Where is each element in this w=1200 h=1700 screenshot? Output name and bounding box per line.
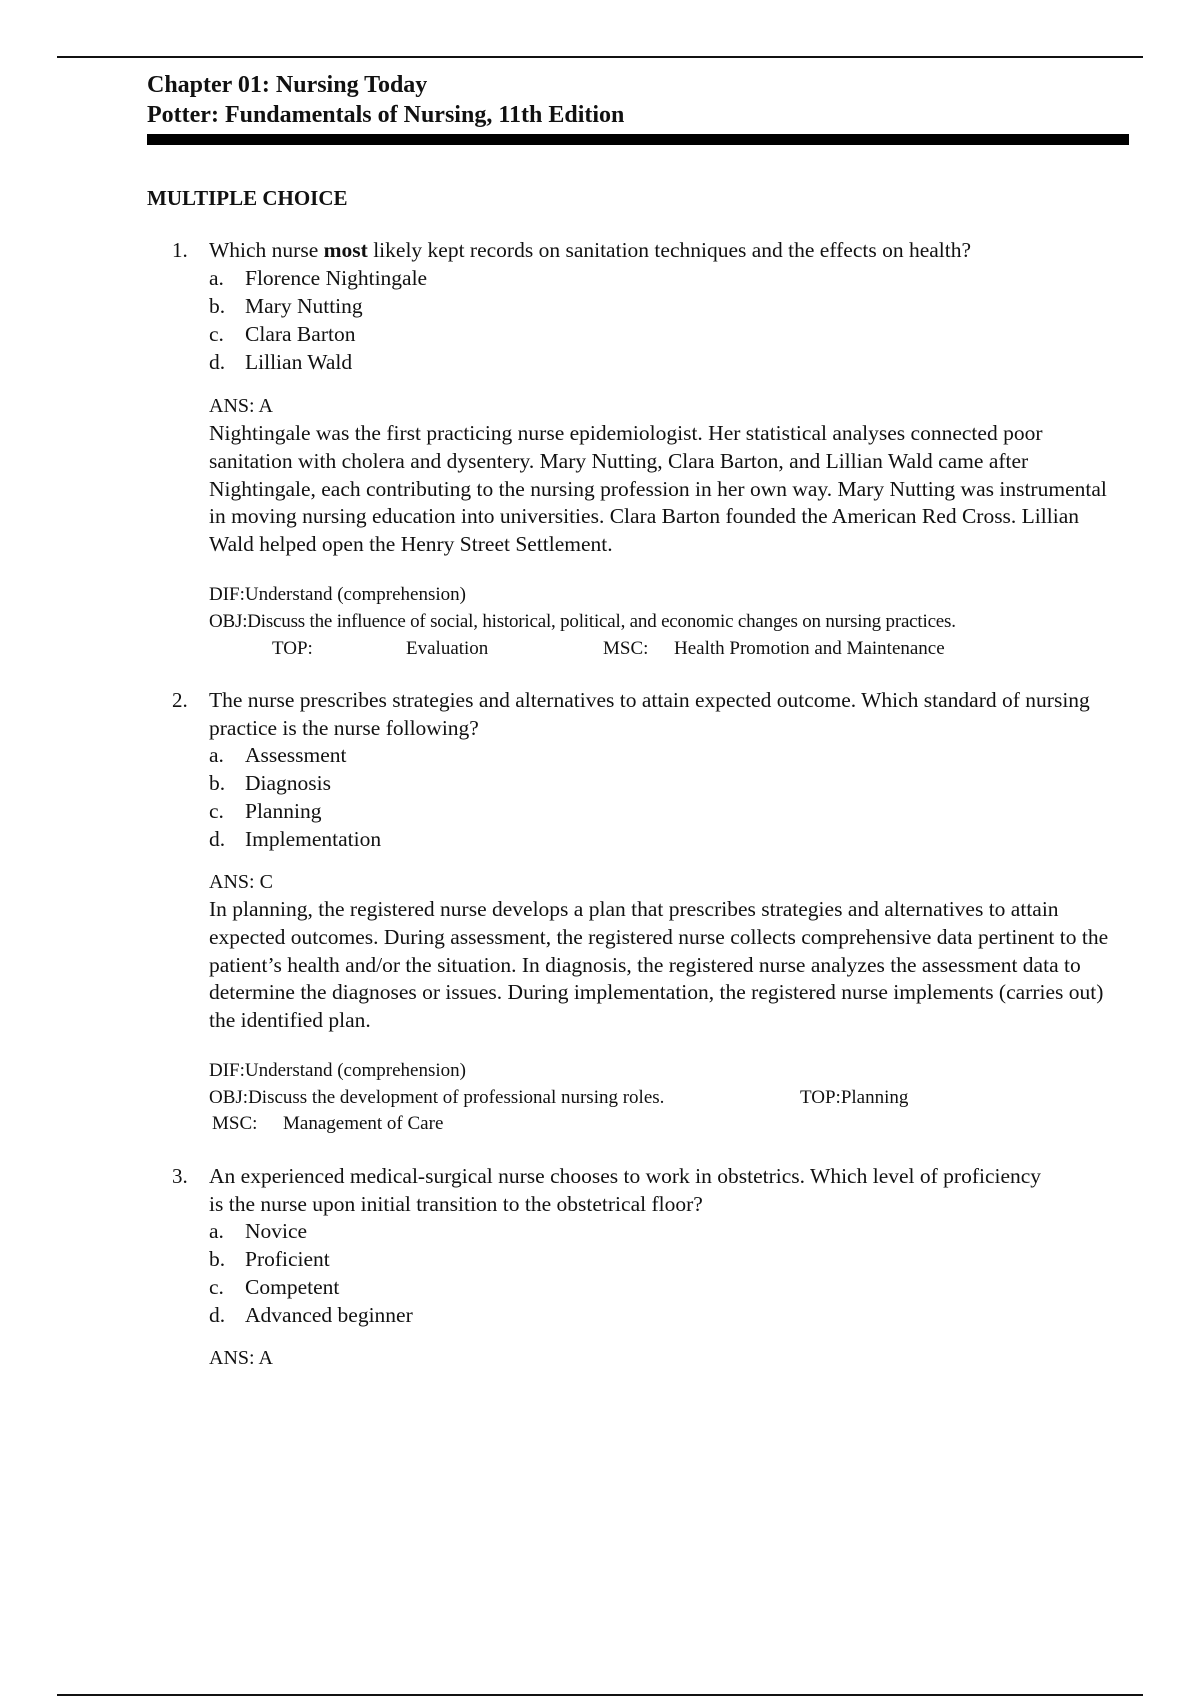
option-text: Competent xyxy=(245,1275,340,1299)
option-d xyxy=(209,825,381,853)
option-text: Implementation xyxy=(245,827,382,851)
msc-value: Management of Care xyxy=(283,1113,444,1134)
section-title: MULTIPLE CHOICE xyxy=(147,186,348,210)
document-header xyxy=(147,70,1127,145)
msc-label: MSC: xyxy=(212,1113,258,1134)
rationale: In planning, the registered nurse develops a plan that prescribes strategies and alternatives to attain expected outcomes. During assessment, the registered nurse collects comprehensive data pertinent to the patient’s health and/or the situation. In diagnosis, the registered nurse analyzes the assessment data to determine the diagnoses or issues. During implementation, the registered nurse implements (carries out) the identified plan. xyxy=(209,897,1109,1033)
option-b xyxy=(209,1245,330,1273)
book-title: Potter: Fundamentals of Nursing, 11th Edition xyxy=(147,102,625,128)
option-letter: c. xyxy=(209,799,224,823)
option-letter: c. xyxy=(209,322,224,346)
answer: ANS: C xyxy=(209,871,273,893)
option-text: Advanced beginner xyxy=(245,1303,413,1327)
stem-emphasis: most xyxy=(323,238,368,262)
option-b xyxy=(209,292,363,320)
question-stem: The nurse prescribes strategies and alternatives to attain expected outcome. Which standard of nursing practice is the nurse following? xyxy=(209,688,1090,740)
chapter-title: Chapter 01: Nursing Today xyxy=(147,72,428,98)
option-letter: a. xyxy=(209,1219,224,1243)
option-a xyxy=(209,1217,307,1245)
answer: ANS: A xyxy=(209,1347,273,1369)
question-stem: An experienced medical-surgical nurse chooses to work in obstetrics. Which level of proficiency is the nurse upon initial transition to the obstetrical floor? xyxy=(209,1164,1042,1216)
option-b xyxy=(209,769,331,797)
topic-label: TOP: xyxy=(272,638,313,659)
option-a xyxy=(209,741,347,769)
header-bar xyxy=(147,134,1129,145)
option-text: Assessment xyxy=(245,743,347,767)
question-stem xyxy=(209,236,1109,264)
option-text: Diagnosis xyxy=(245,771,331,795)
option-letter: a. xyxy=(209,743,224,767)
stem-text: likely kept records on sanitation techniques and the effects on health? xyxy=(367,238,972,262)
stem-text: Which nurse xyxy=(209,238,324,262)
option-text: Proficient xyxy=(245,1247,330,1271)
question-number: 3. xyxy=(172,1164,188,1188)
question-number: 1. xyxy=(172,238,188,262)
option-c xyxy=(209,797,321,825)
top-rule xyxy=(57,56,1143,58)
option-a xyxy=(209,264,427,292)
option-letter: b. xyxy=(209,294,226,318)
option-text: Novice xyxy=(245,1219,308,1243)
question-number: 2. xyxy=(172,688,188,712)
option-letter: b. xyxy=(209,1247,226,1271)
objective: OBJ:Discuss the development of professional nursing roles. xyxy=(209,1087,665,1108)
option-d xyxy=(209,348,352,376)
topic-value: Evaluation xyxy=(406,638,489,659)
topic: TOP:Planning xyxy=(800,1087,909,1108)
option-text: Clara Barton xyxy=(245,322,356,346)
option-c xyxy=(209,320,355,348)
objective: OBJ:Discuss the influence of social, historical, political, and economic changes on nursing practices. xyxy=(209,611,956,632)
msc-label: MSC: xyxy=(603,638,649,659)
bottom-rule xyxy=(57,1694,1143,1696)
option-c xyxy=(209,1273,339,1301)
difficulty: DIF:Understand (comprehension) xyxy=(209,1060,466,1081)
option-d xyxy=(209,1301,413,1329)
option-text: Florence Nightingale xyxy=(245,266,428,290)
rationale: Nightingale was the first practicing nurse epidemiologist. Her statistical analyses connected poor sanitation with cholera and dysentery. Mary Nutting, Clara Barton, and Lillian Wald came after Nightingale, each contributing to the nursing profession in her own way. Mary Nutting was instrumental in moving nursing education into universities. Clara Barton founded the American Red Cross. Lillian Wald helped open the Henry Street Settlement. xyxy=(209,421,1107,557)
option-letter: d. xyxy=(209,1303,226,1327)
msc-value: Health Promotion and Maintenance xyxy=(674,638,945,659)
option-text: Planning xyxy=(245,799,322,823)
difficulty: DIF:Understand (comprehension) xyxy=(209,584,466,605)
option-letter: d. xyxy=(209,350,226,374)
option-text: Lillian Wald xyxy=(245,350,353,374)
option-letter: d. xyxy=(209,827,226,851)
option-letter: b. xyxy=(209,771,226,795)
option-text: Mary Nutting xyxy=(245,294,363,318)
option-letter: c. xyxy=(209,1275,224,1299)
option-letter: a. xyxy=(209,266,224,290)
answer: ANS: A xyxy=(209,395,273,417)
